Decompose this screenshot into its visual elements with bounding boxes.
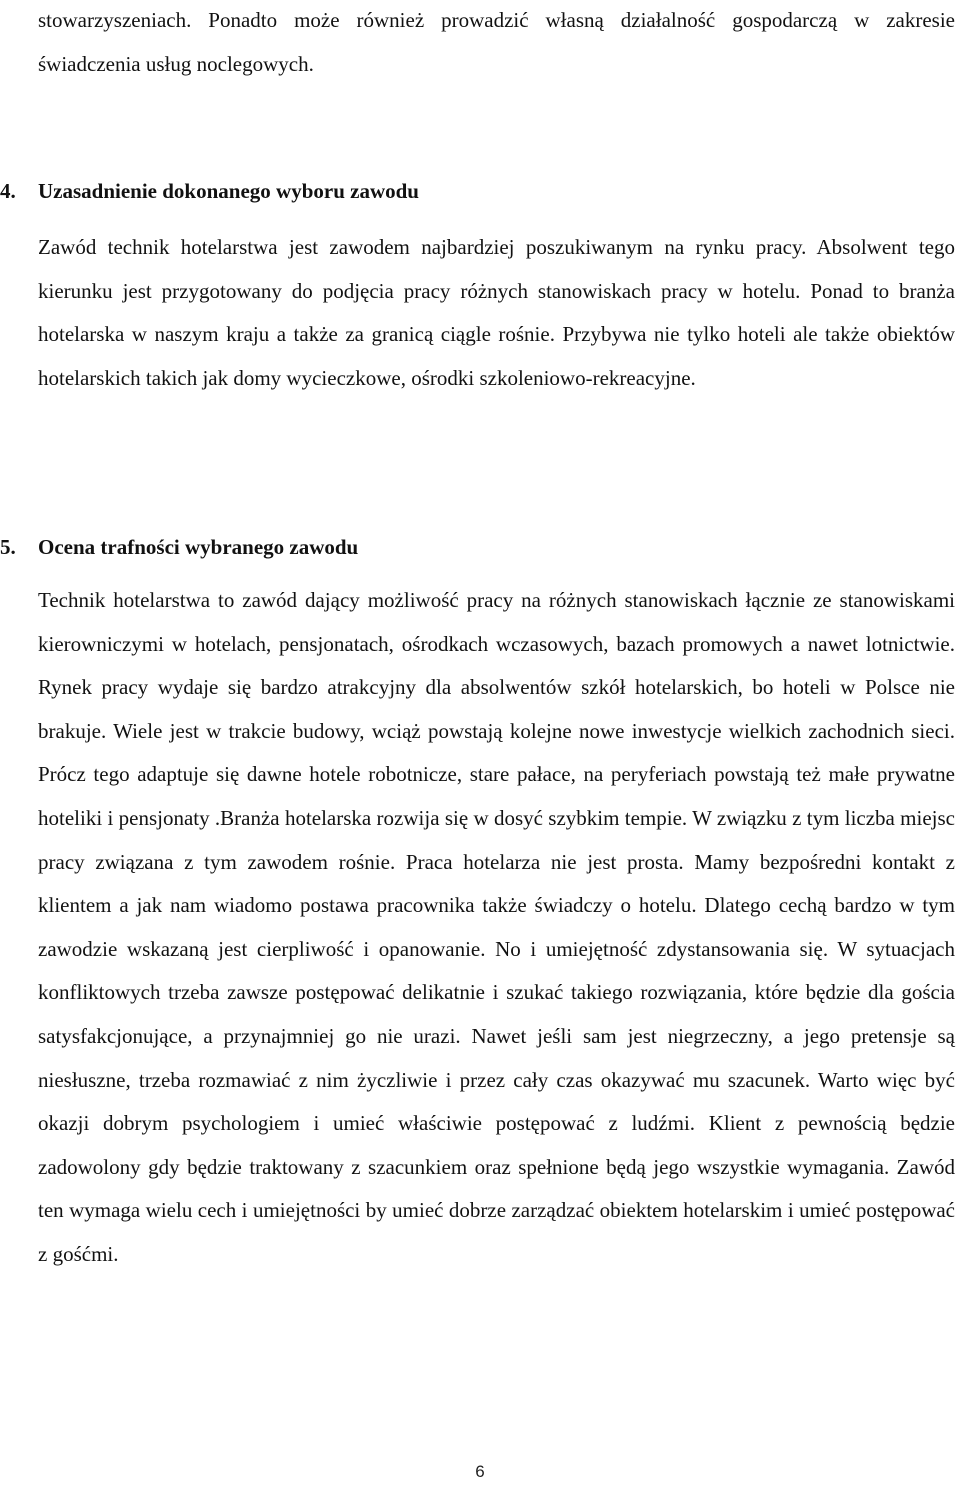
section-4-paragraph: Zawód technik hotelarstwa jest zawodem najbardziej poszukiwanym na rynku pracy. Absolwent tego kierunku jest przygotowany do podjęcia pracy różnych stanowiskach pracy w hotelu. Ponad to branża hotelarska w naszym kraju a także za granicą ciągle rośnie. Przybywa nie tylko hoteli ale także obiektów hotelarskich takich jak domy wycieczkowe, ośrodki szkoleniowo-rekreacyjne. (38, 235, 955, 390)
section-5-title: Ocena trafności wybranego zawodu (38, 535, 359, 559)
section-5-heading (0, 526, 359, 570)
section-5-paragraph: Technik hotelarstwa to zawód dający możliwość pracy na różnych stanowiskach łącznie ze stanowiskami kierowniczymi w hotelach, pensjonatach, ośrodkach wczasowych, bazach promowych a nawet lotnictwie. Rynek pracy wydaje się bardzo atrakcyjny dla absolwentów szkół hotelarskich, bo hoteli w Polsce nie brakuje. Wiele jest w trakcie budowy, wciąż powstają kolejne nowe inwestycje wielkich zachodnich sieci. Prócz tego adaptuje się dawne hotele robotnicze, stare pałace, na peryferiach powstają też małe prywatne hoteliki i pensjonaty .Branża hotelarska rozwija się w dosyć szybkim tempie. W związku z tym liczba miejsc pracy związana z tym zawodem rośnie. Praca hotelarza nie jest prosta. Mamy bezpośredni kontakt z klientem a jak nam wiadomo postawa pracownika także świadczy o hotelu. Dlatego cechą bardzo w tym zawodzie wskazaną jest cierpliwość i opanowanie. No i umiejętność zdystansowania się. W sytuacjach konfliktowych trzeba zawsze postępować delikatnie i szukać takiego rozwiązania, które będzie dla gościa satysfakcjonujące, a przynajmniej go nie urazi. Nawet jeśli sam jest niegrzeczny, a jego pretensje są niesłuszne, trzeba rozmawiać z nim życzliwie i przez cały czas okazywać mu szacunek. Warto więc być okazji dobrym psychologiem i umieć właściwie postępować z ludźmi. Klient z pewnością będzie zadowolony gdy będzie traktowany z szacunkiem oraz spełnione będą jego wszystkie wymagania. Zawód ten wymaga wielu cech i umiejętności by umieć dobrze zarządzać obiektem hotelarskim i umieć postępować z gośćmi. (38, 588, 955, 1266)
page-number: 6 (475, 1462, 485, 1481)
section-4-heading (0, 170, 419, 214)
section-5-number: 5. (0, 535, 16, 559)
section-4-title: Uzasadnienie dokonanego wyboru zawodu (38, 179, 419, 203)
section-4-number: 4. (0, 179, 16, 203)
intro-paragraph: stowarzyszeniach. Ponadto może również prowadzić własną działalność gospodarczą w zakresie świadczenia usług noclegowych. (38, 8, 955, 76)
